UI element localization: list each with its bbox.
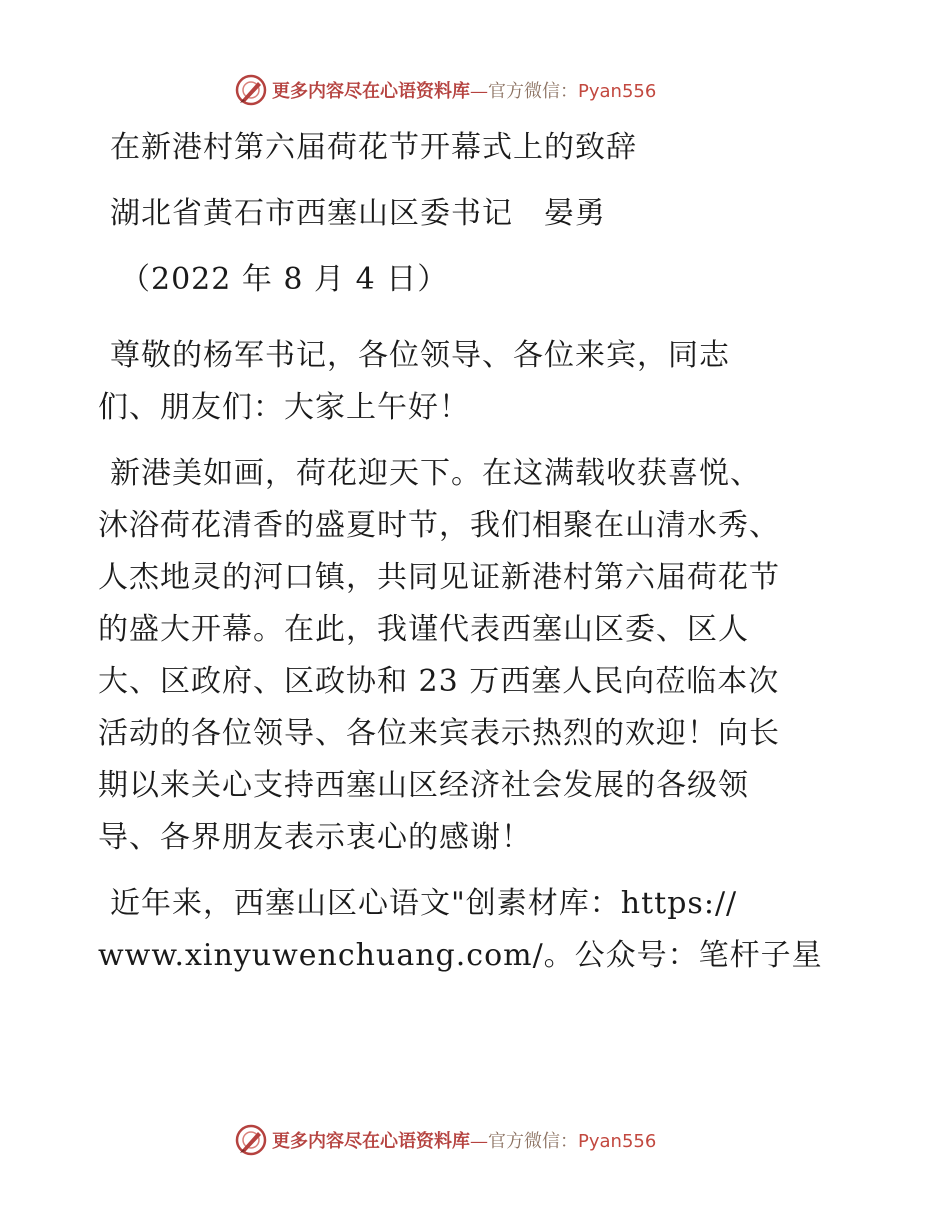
paragraph-line: 期以来关心支持西塞山区经济社会发展的各级领 [98, 768, 749, 803]
paragraph-greeting [98, 330, 868, 434]
paragraph-line: www.xinyuwenchuang.com/。公众号：笔杆子星 [98, 938, 823, 973]
document-body [98, 122, 868, 982]
quill-logo-icon [234, 1123, 268, 1157]
paragraph-line: 沐浴荷花清香的盛夏时节，我们相聚在山清水秀、 [98, 508, 780, 543]
paragraph-line: 们、朋友们：大家上午好！ [98, 390, 470, 425]
document-date: （2022 年 8 月 4 日） [120, 262, 449, 297]
footer-watermark-banner [234, 1120, 714, 1160]
paragraph-line: 活动的各位领导、各位来宾表示热烈的欢迎！向长 [98, 716, 780, 751]
paragraph-recent-years [98, 878, 868, 982]
watermark-text [272, 1127, 656, 1153]
paragraph-line: 近年来，西塞山区心语文"创素材库：https:// [110, 886, 738, 921]
header-watermark-banner [234, 70, 714, 110]
paragraph-line: 的盛大开幕。在此，我谨代表西塞山区委、区人 [98, 612, 749, 647]
quill-logo-icon [234, 73, 268, 107]
watermark-dash: — [470, 1131, 488, 1152]
document-author: 湖北省黄石市西塞山区委书记 晏勇 [110, 196, 606, 231]
watermark-dash: — [470, 81, 488, 102]
watermark-wechat-id: Pyan556 [578, 81, 657, 102]
document-title: 在新港村第六届荷花节开幕式上的致辞 [110, 130, 637, 165]
watermark-wechat-id: Pyan556 [578, 1131, 657, 1152]
paragraph-line: 人杰地灵的河口镇，共同见证新港村第六届荷花节 [98, 560, 780, 595]
watermark-wechat-label: 官方微信： [488, 1131, 578, 1152]
paragraph-line: 导、各界朋友表示衷心的感谢！ [98, 820, 532, 855]
watermark-site-name: 更多内容尽在心语资料库 [272, 81, 470, 102]
paragraph-line: 尊敬的杨军书记，各位领导、各位来宾，同志 [110, 338, 730, 373]
watermark-site-name: 更多内容尽在心语资料库 [272, 1131, 470, 1152]
paragraph-welcome [98, 448, 868, 864]
watermark-text [272, 77, 656, 103]
paragraph-line: 新港美如画，荷花迎天下。在这满载收获喜悦、 [110, 456, 761, 491]
watermark-wechat-label: 官方微信： [488, 81, 578, 102]
paragraph-line: 大、区政府、区政协和 23 万西塞人民向莅临本次 [98, 664, 780, 699]
